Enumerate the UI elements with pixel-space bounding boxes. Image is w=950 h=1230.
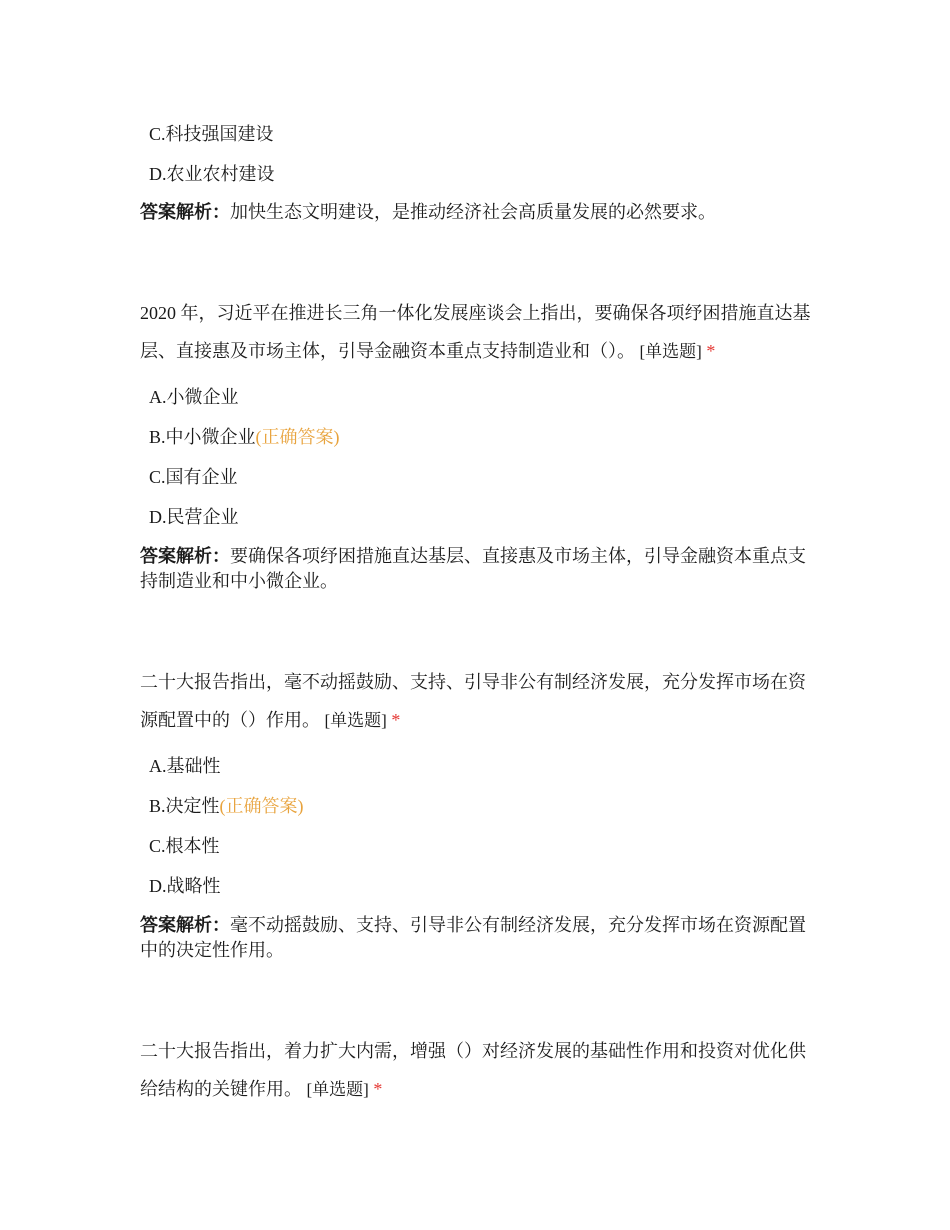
analysis-label: 答案解析： [140,202,230,222]
question-text [140,294,820,371]
option-d[interactable]: D.战略性 [149,876,221,896]
required-mark: * [373,1079,383,1099]
analysis-label: 答案解析： [140,546,230,566]
option-b-label: B.中小微企业 [149,427,256,447]
required-mark: * [391,710,401,730]
option-c[interactable]: C.根本性 [149,836,220,856]
answer-analysis [140,544,820,594]
question-text [140,1032,820,1109]
option-b[interactable] [149,425,340,449]
analysis-label: 答案解析： [140,915,230,935]
option-c[interactable]: C.科技强国建设 [149,124,274,144]
analysis-text: 毫不动摇鼓励、支持、引导非公有制经济发展，充分发挥市场在资源配置中的决定性作用。 [140,915,806,960]
correct-answer-mark: (正确答案) [219,796,304,816]
question-type-tag: [单选题] [639,342,702,361]
option-d[interactable]: D.民营企业 [149,507,239,527]
question-text [140,663,820,740]
correct-answer-mark: (正确答案) [255,427,340,447]
answer-analysis [140,913,820,963]
option-a[interactable]: A.小微企业 [149,387,239,407]
option-b-label: B.决定性 [149,796,220,816]
question-stem: 二十大报告指出，着力扩大内需，增强（）对经济发展的基础性作用和投资对优化供给结构的关键作用。 [140,1041,806,1099]
option-d[interactable]: D.农业农村建设 [149,164,275,184]
question-type-tag: [单选题] [306,1080,369,1099]
question-stem: 2020 年，习近平在推进长三角一体化发展座谈会上指出，要确保各项纾困措施直达基层、直接惠及市场主体，引导金融资本重点支持制造业和（）。 [140,303,811,361]
option-c[interactable]: C.国有企业 [149,467,238,487]
option-a[interactable]: A.基础性 [149,756,221,776]
option-b[interactable] [149,794,304,818]
answer-analysis [140,200,820,225]
question-type-tag: [单选题] [324,711,387,730]
question-stem: 二十大报告指出，毫不动摇鼓励、支持、引导非公有制经济发展，充分发挥市场在资源配置中的（）作用。 [140,672,806,730]
required-mark: * [706,341,716,361]
analysis-text: 加快生态文明建设，是推动经济社会高质量发展的必然要求。 [230,202,716,222]
analysis-text: 要确保各项纾困措施直达基层、直接惠及市场主体，引导金融资本重点支持制造业和中小微企业。 [140,546,806,591]
